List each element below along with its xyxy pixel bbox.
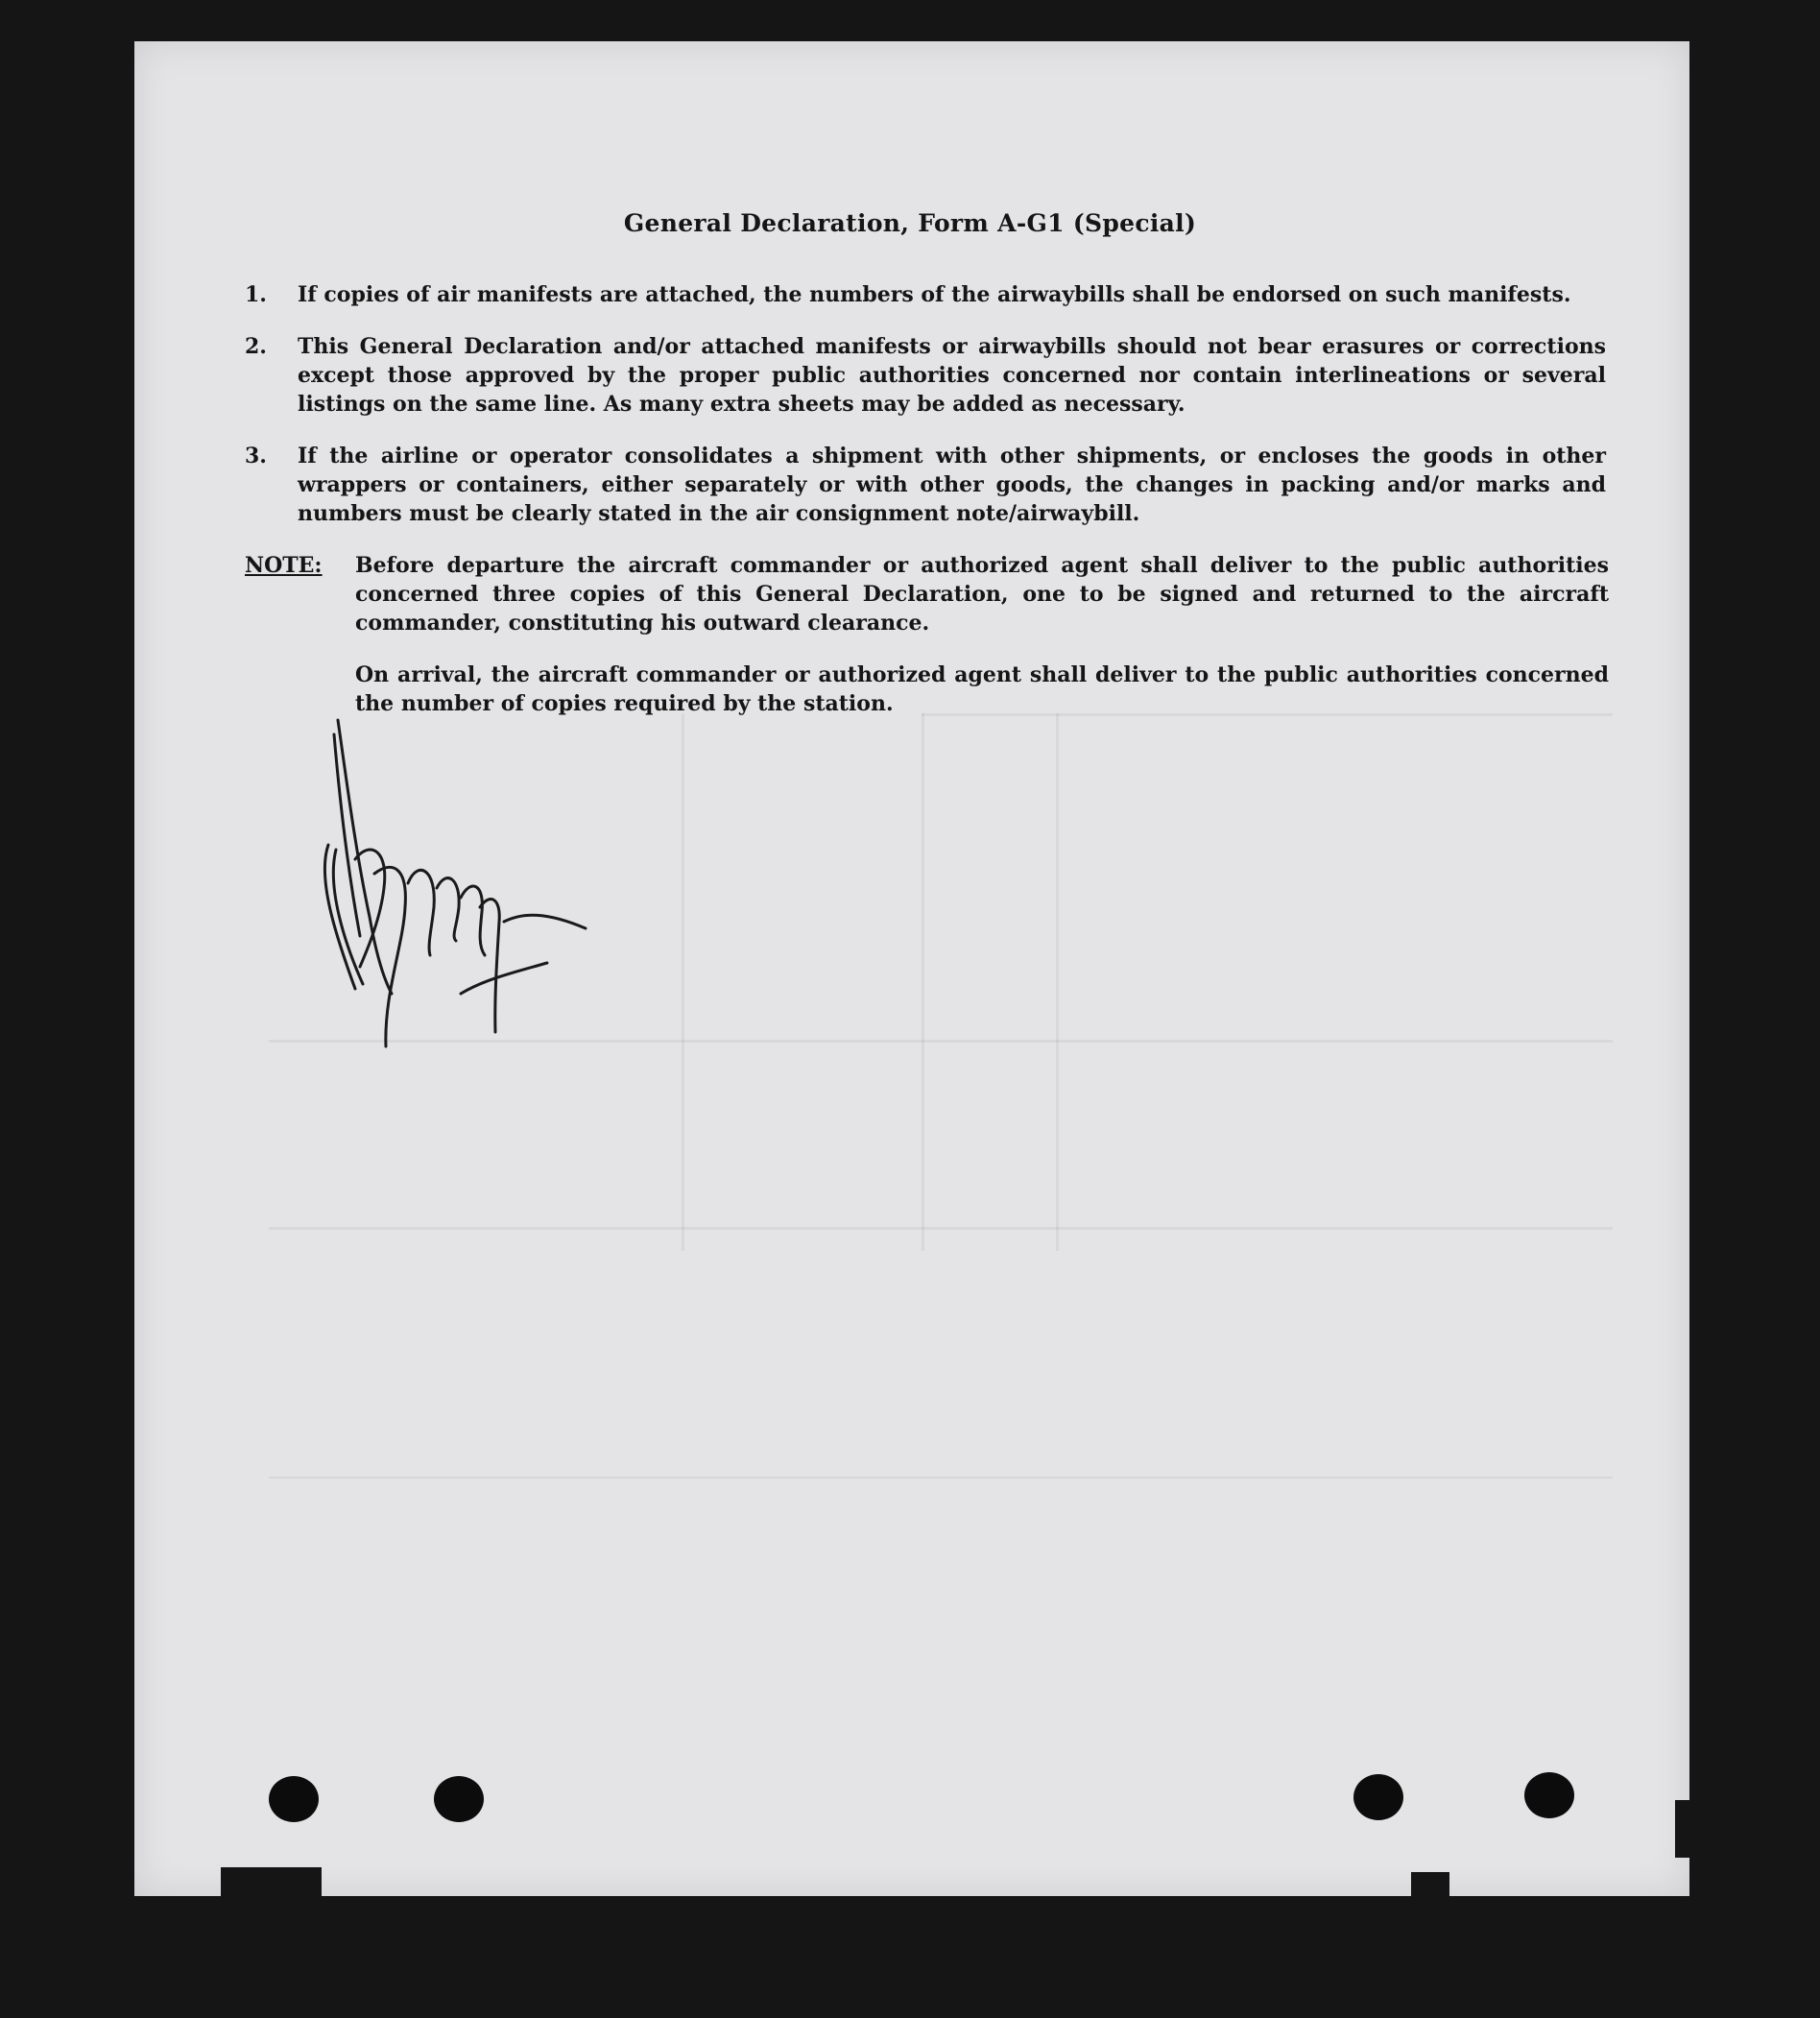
list-item xyxy=(245,442,1608,530)
note-paragraph: Before departure the aircraft commander or authorized agent shall deliver to the public authorities concerned three copies of this General Declaration, one to be signed and returned to the aircraft commander, constituting his outward clearance. xyxy=(355,553,1609,636)
item-text: This General Declaration and/or attached manifests or airwaybills should not bear erasures or corrections except those approved by the proper public authorities concerned nor contain interlineations or several listings on the same line. As many extra sheets may be added as necessary. xyxy=(298,334,1606,417)
punch-hole xyxy=(1524,1772,1574,1818)
list-item xyxy=(245,280,1608,309)
item-number: 1. xyxy=(245,282,267,307)
note-label: NOTE: xyxy=(245,553,323,578)
show-through-line xyxy=(1056,713,1059,1251)
note-section-continued xyxy=(245,661,1608,720)
item-text: If the airline or operator consolidates a shipment with other shipments, or encloses the goods in other wrappers or containers, either separately or with other goods, the changes in packing and/or marks and numbers must be clearly stated in the air consignment note/airwaybill. xyxy=(298,444,1606,526)
document-title: General Declaration, Form A-G1 (Special) xyxy=(623,209,1197,237)
item-number: 2. xyxy=(245,334,267,359)
punch-hole xyxy=(434,1776,484,1822)
note-section xyxy=(245,551,1608,639)
show-through-line xyxy=(269,1477,1613,1478)
signature-icon xyxy=(317,715,634,1051)
punch-hole xyxy=(1353,1774,1403,1820)
paper-edge-tear xyxy=(1411,1872,1449,1896)
note-paragraph: On arrival, the aircraft commander or authorized agent shall deliver to the public authorities concerned the number of copies required by the station. xyxy=(355,662,1609,716)
punch-hole xyxy=(269,1776,319,1822)
list-item xyxy=(245,332,1608,420)
show-through-line xyxy=(269,1227,1613,1230)
show-through-line xyxy=(682,713,684,1251)
item-number: 3. xyxy=(245,444,267,468)
paper-edge-tear xyxy=(1675,1800,1694,1858)
paper-edge-tear xyxy=(221,1867,322,1896)
item-text: If copies of air manifests are attached, the numbers of the airwaybills shall be endorsed on such manifests. xyxy=(298,282,1571,307)
show-through-line xyxy=(922,713,924,1251)
